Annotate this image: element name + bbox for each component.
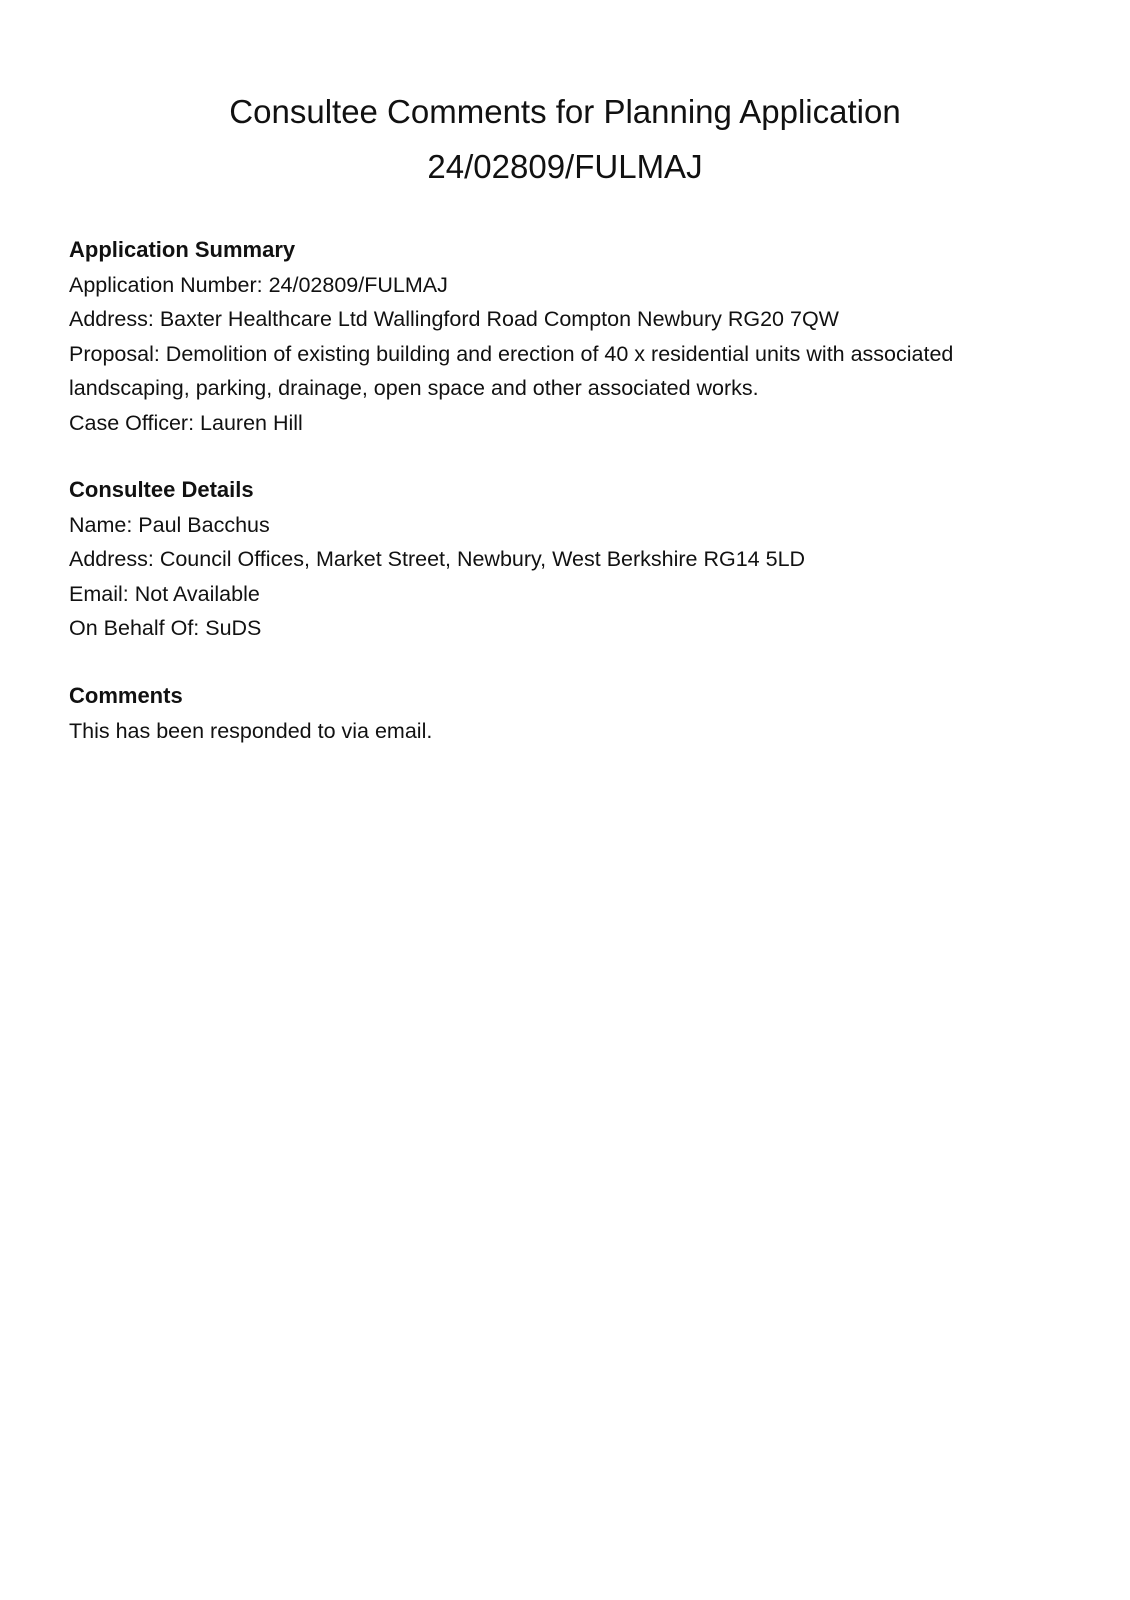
comments-text: This has been responded to via email. [69,718,433,743]
consultee-on-behalf-of: On Behalf Of: SuDS [69,616,262,640]
title-line-1: Consultee Comments for Planning Application [229,93,901,130]
consultee-details-heading: Consultee Details [69,477,254,502]
consultee-details-section [69,473,1069,646]
application-number: Application Number: 24/02809/FULMAJ [69,272,448,297]
comments-section [69,679,1069,748]
page-title [0,84,1130,194]
title-line-2: 24/02809/FULMAJ [427,148,703,185]
comments-heading: Comments [69,683,183,708]
proposal-line-1: Proposal: Demolition of existing building and erection of 40 x residential units with associated [69,341,954,366]
proposal-line-2: landscaping, parking, drainage, open space and other associated works. [69,376,759,400]
consultee-address: Address: Council Offices, Market Street, Newbury, West Berkshire RG14 5LD [69,547,806,571]
application-summary-heading: Application Summary [69,237,296,262]
application-summary-section [69,233,1069,440]
consultee-email: Email: Not Available [69,581,260,606]
application-address: Address: Baxter Healthcare Ltd Wallingford Road Compton Newbury RG20 7QW [69,307,839,331]
consultee-name: Name: Paul Bacchus [69,512,270,537]
case-officer: Case Officer: Lauren Hill [69,410,303,435]
